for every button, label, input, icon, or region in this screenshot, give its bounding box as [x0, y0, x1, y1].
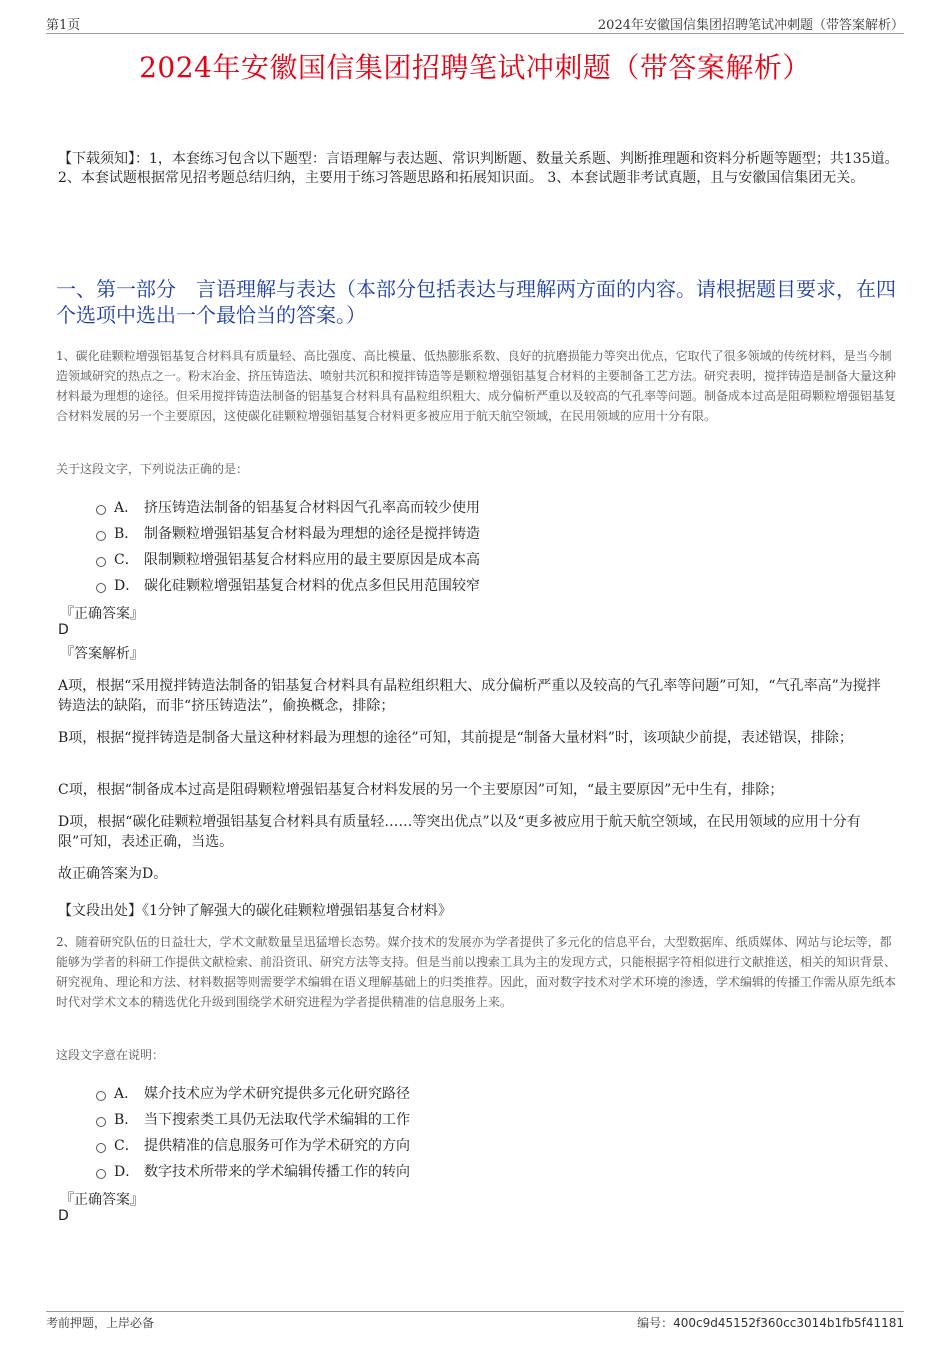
document-title: 2024年安徽国信集团招聘笔试冲刺题（带答案解析）: [139, 51, 811, 84]
radio-icon[interactable]: [96, 505, 106, 515]
explanation-b: B项，根据“搅拌铸造是制备大量这种材料最为理想的途径”可知，其前提是“制备大量材料”时，该项缺少前提，表述错误，排除；: [58, 730, 853, 746]
question-1-answer-label: 『正确答案』: [60, 606, 144, 622]
radio-icon[interactable]: [96, 1169, 106, 1179]
option-letter: B．: [114, 1112, 139, 1128]
download-notice: 【下载须知】：1，本套练习包含以下题型：言语理解与表达题、常识判断题、数量关系题、判断推理题和资料分析题等题型；共135道。 2、本套试题根据常见招考题总结归纳，主要用于练习答题思路和拓展知识面。 3、本套试题非考试真题，且与安徽国信集团无关。: [58, 151, 899, 186]
radio-icon[interactable]: [96, 1143, 106, 1153]
footer-divider: [46, 1311, 904, 1312]
option-letter: D．: [114, 578, 140, 594]
question-1-option-b[interactable]: [96, 523, 480, 543]
option-text: 挤压铸造法制备的铝基复合材料因气孔率高而较少使用: [144, 500, 480, 516]
footer-code-label: 编号：: [637, 1316, 674, 1330]
option-text: 数字技术所带来的学术编辑传播工作的转向: [144, 1164, 410, 1180]
section-heading: 一、第一部分 言语理解与表达（本部分包括表达与理解两方面的内容。请根据题目要求，在四个选项中选出一个最恰当的答案。）: [56, 277, 896, 327]
question-1-passage: 1、碳化硅颗粒增强铝基复合材料具有质量轻、高比强度、高比模量、低热膨胀系数、良好的抗磨损能力等突出优点，它取代了很多领域的传统材料，是当今制造领域研究的热点之一。粉末冶金、挤压铸造法、喷射共沉积和搅拌铸造等是颗粒增强铝基复合材料的主要制备工艺方法。研究表明，搅拌铸造是制备大量这种材料最为理想的途径。但采用搅拌铸造法制备的铝基复合材料具有晶粒组织粗大、成分偏析严重以及较高的气孔率等问题。制备成本过高是阻碍颗粒增强铝基复合材料发展的另一个主要原因，这使碳化硅颗粒增强铝基复合材料更多被应用于航天航空领域，在民用领域的应用十分有限。: [56, 349, 897, 423]
option-text: 制备颗粒增强铝基复合材料最为理想的途径是搅拌铸造: [144, 526, 480, 542]
question-1-answer: D: [58, 622, 69, 638]
option-text: 碳化硅颗粒增强铝基复合材料的优点多但民用范围较窄: [144, 578, 480, 594]
footer-code: [637, 1314, 904, 1331]
option-letter: C．: [114, 552, 139, 568]
question-2-option-d[interactable]: [96, 1161, 410, 1181]
running-header-title: 2024年安徽国信集团招聘笔试冲刺题（带答案解析）: [597, 18, 904, 33]
footer-slogan: 考前押题，上岸必备: [46, 1316, 155, 1330]
question-1-stem: 关于这段文字，下列说法正确的是：: [56, 462, 249, 476]
option-letter: C．: [114, 1138, 139, 1154]
header-divider: [46, 33, 904, 34]
question-1-analysis-label: 『答案解析』: [60, 646, 144, 662]
explanation-a: A项，根据“采用搅拌铸造法制备的铝基复合材料具有晶粒组织粗大、成分偏析严重以及较高的气孔率等问题”可知，“气孔率高”为搅拌铸造法的缺陷，而非“挤压铸造法”，偷换概念，排除；: [58, 678, 881, 714]
footer-code-value: 400c9d45152f360cc3014b1fb5f41181: [673, 1316, 904, 1330]
option-text: 提供精准的信息服务可作为学术研究的方向: [144, 1138, 410, 1154]
radio-icon[interactable]: [96, 557, 106, 567]
explanation-d: D项，根据“碳化硅颗粒增强铝基复合材料具有质量轻……等突出优点”以及“更多被应用于航天航空领域，在民用领域的应用十分有限”可知，表述正确，当选。: [58, 814, 861, 850]
option-letter: A．: [114, 500, 139, 516]
option-letter: D．: [114, 1164, 140, 1180]
radio-icon[interactable]: [96, 583, 106, 593]
option-text: 当下搜索类工具仍无法取代学术编辑的工作: [144, 1112, 410, 1128]
question-1-source: 【文段出处】《1分钟了解强大的碳化硅颗粒增强铝基复合材料》: [58, 903, 452, 919]
option-text: 媒介技术应为学术研究提供多元化研究路径: [144, 1086, 410, 1102]
option-letter: B．: [114, 526, 139, 542]
question-2-stem: 这段文字意在说明：: [56, 1048, 165, 1062]
question-2-answer: D: [58, 1208, 69, 1224]
radio-icon[interactable]: [96, 1117, 106, 1127]
question-2-option-c[interactable]: [96, 1135, 410, 1155]
page-number: 第1页: [46, 18, 81, 33]
radio-icon[interactable]: [96, 1091, 106, 1101]
option-letter: A．: [114, 1086, 139, 1102]
radio-icon[interactable]: [96, 531, 106, 541]
question-2-passage: 2、随着研究队伍的日益壮大，学术文献数量呈迅猛增长态势。媒介技术的发展亦为学者提供了多元化的信息平台，大型数据库、纸质媒体、网站与论坛等，都能够为学者的科研工作提供文献检索、前沿资讯、研究方法等支持。但是当前以搜索工具为主的发现方式，只能根据字符相似进行文献推送，相关的知识背景、研究视角、理论和方法、材料数据等则需要学术编辑在语义理解基础上的归类推荐。因此，面对数字技术对学术环境的渗透，学术编辑的传播工作需从原先纸本时代对学术文本的精选优化升级到围绕学术研究进程为学者提供精准的信息服务上来。: [56, 935, 897, 1009]
question-1-option-d[interactable]: [96, 575, 480, 595]
explanation-conclusion: 故正确答案为D。: [58, 866, 168, 882]
question-1-option-a[interactable]: [96, 497, 480, 517]
question-2-option-a[interactable]: [96, 1083, 410, 1103]
question-2-option-b[interactable]: [96, 1109, 410, 1129]
question-2-answer-label: 『正确答案』: [60, 1192, 144, 1208]
question-1-option-c[interactable]: [96, 549, 480, 569]
option-text: 限制颗粒增强铝基复合材料应用的最主要原因是成本高: [144, 552, 480, 568]
explanation-c: C项，根据“制备成本过高是阻碍颗粒增强铝基复合材料发展的另一个主要原因”可知，“最主要原因”无中生有，排除；: [58, 782, 784, 798]
